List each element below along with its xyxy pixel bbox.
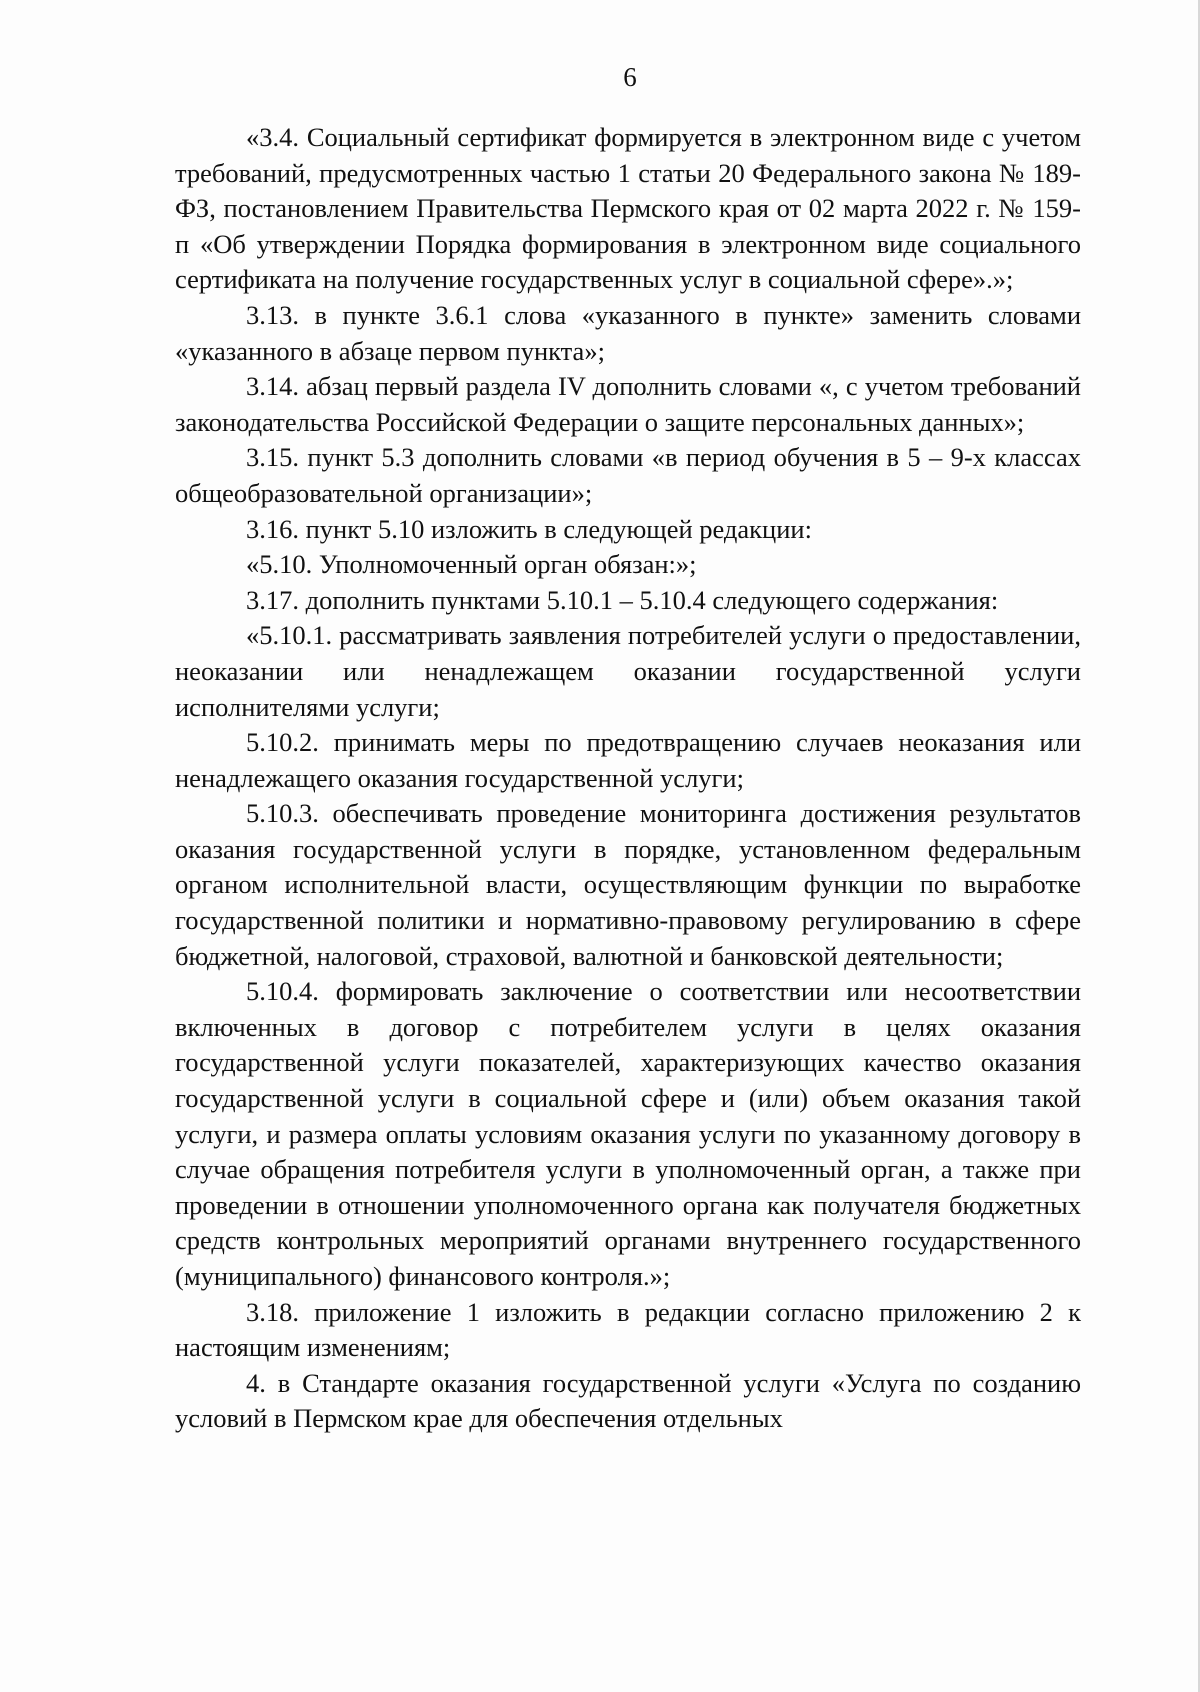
paragraph-3-17: 3.17. дополнить пунктами 5.10.1 – 5.10.4 следующего содержания: <box>246 584 999 615</box>
paragraph-5-10-4: 5.10.4. формировать заключение о соответствии или несоответствии включенных в договор с потребителем услуги в целях оказания государственной услуги показателей, характеризующих качество оказания государственной услуги в социальной сфере и (или) объем оказания такой услуги, и размера оплаты условиям оказания услуги по указанному договору в случае обращения потребителя услуги в уполномоченный орган, а также при проведении в отношении уполномоченного органа как получателя бюджетных средств контрольных мероприятий органами внутреннего государственного (муниципального) финансового контроля.»; <box>175 976 1081 1291</box>
paragraph-5-10-1: «5.10.1. рассматривать заявления потребителей услуги о предоставлении, неоказании или ненадлежащем оказании государственной услуги исполнителями услуги; <box>175 620 1081 722</box>
paragraph-5-10: «5.10. Уполномоченный орган обязан:»; <box>246 549 697 580</box>
paragraph-3-14: 3.14. абзац первый раздела IV дополнить словами «, с учетом требований законодательства Российской Федерации о защите персональных данных»; <box>175 371 1081 437</box>
paragraph-4: 4. в Стандарте оказания государственной услуги «Услуга по созданию условий в Пермском крае для обеспечения отдельных <box>175 1367 1081 1434</box>
paragraph-3-18: 3.18. приложение 1 изложить в редакции согласно приложению 2 к настоящим изменениям; <box>175 1296 1081 1363</box>
document-body <box>175 120 1081 1437</box>
paragraph-5-10-3: 5.10.3. обеспечивать проведение мониторинга достижения результатов оказания государственной услуги в порядке, установленном федеральным органом исполнительной власти, осуществляющим функции по выработке государственной политики и нормативно-правовому регулированию в сфере бюджетной, налоговой, страховой, валютной и банковской деятельности; <box>175 798 1081 971</box>
paragraph-3-13: 3.13. в пункте 3.6.1 слова «указанного в пункте» заменить словами «указанного в абзаце первом пункта»; <box>175 299 1081 366</box>
paragraph-3-4: «3.4. Социальный сертификат формируется в электронном виде с учетом требований, предусмотренных частью 1 статьи 20 Федерального закона № 189-ФЗ, постановлением Правительства Пермского края от 02 марта 2022 г. № 159-п «Об утверждении Порядка формирования в электронном виде социального сертификата на получение государственных услуг в социальной сфере».»; <box>175 122 1081 295</box>
paragraph-3-15: 3.15. пункт 5.3 дополнить словами «в период обучения в 5 – 9-х классах общеобразовательной организации»; <box>175 442 1081 508</box>
paragraph-5-10-2: 5.10.2. принимать меры по предотвращению случаев неоказания или ненадлежащего оказания государственной услуги; <box>175 727 1081 793</box>
paragraph-3-16: 3.16. пункт 5.10 изложить в следующей редакции: <box>246 513 812 544</box>
page-number: 6 <box>623 62 637 92</box>
